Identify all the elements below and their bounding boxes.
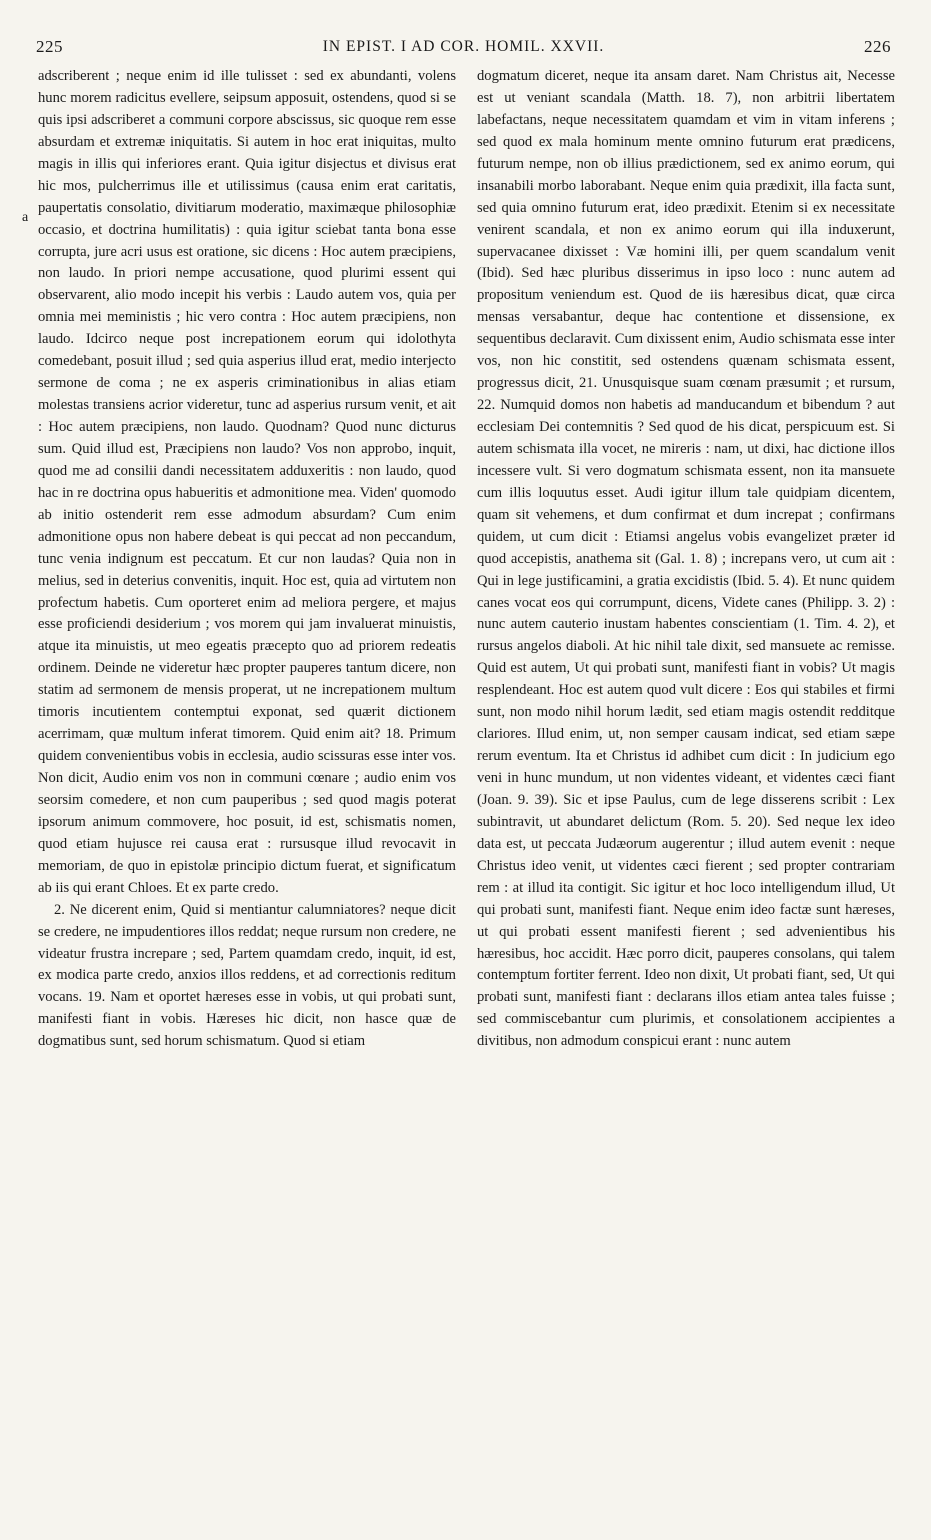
paragraph: dogmatum diceret, neque ita ansam daret. Nam Christus ait, Necesse est ut veniant scandala (Matth. 18. 7), non arbitrii libertatem labefactans, neque necessitatem quamdam et vim in vitam inferens ; sed quod ex mala hominum mente omnino futurum erat prædicens, futurum nempe, non ob illius prædictionem, sed ex animo eorum, qui insanabili morbo laborabant. Neque enim quia prædixit, illa facta sunt, sed quia omnino futurum erat, ideo prædixit. Etenim si ex necessitate venirent scandala, et non ex animo eorum qui illa induxerunt, supervacanee dixisset : Væ homini illi, per quem scandalum venit (Ibid). Sed hæc pluribus disserimus in ipso loco : nunc autem ad propositum veniendum est. Quod de iis hæresibus dicat, quæ circa mensas versabantur, deque hac contentione et dissensione, ex sequentibus declaravit. Cum dixissent enim, Audio schismata esse inter vos, non hic constitit, sed ostendens quænam schismata essent, progressus dicit, 21. Unusquisque suam cœnam præsumit ; et rursum, 22. Numquid domos non habetis ad manducandum et bibendum ? aut ecclesiam Dei contemnitis ? Sed quod de his dicat, perspicuum est. Si autem schismata illa vocet, ne mireris : nam, ut dixi, hac dictione illos incessere vult. Si vero dogmatum schismata essent, non ita mansuete cum illis loquutus esset. Audi igitur illum tale quidpiam dicentem, quam sit vehemens, et dum confirmat et dum increpat ; confirmans quidem, ut cum dicit : Etiamsi angelus vobis evangelizet præter id quod accepistis, anathema sit (Gal. 1. 8) ; increpans vero, ut cum ait : Qui in lege justificamini, a gratia excidistis (Ibid. 5. 4). Et nunc quidem canes vocat eos qui corrumpunt, dicens, Videte canes (Philipp. 3. 2) : nunc autem cauterio inustam habentes conscientiam (1. Tim. 4. 2), et rursus angelos diaboli. At hic nihil tale dixit, sed mansuete ac remisse. Quid est autem, Ut qui probati sunt, manifesti fiant in vobis? Ut magis resplendeant. Hoc est autem quod vult dicere : Eos qui stabiles et firmi sunt, non modo nihil horum lædit, sed etiam magis ostendit redditque clariores. Illud enim, ut, non semper causam indicat, sed etiam sæpe rerum eventum. Ita et Christus id adhibet cum dicit : In judicium ego veni in hunc mundum, ut non videntes videant, et videntes cæci fiant (Joan. 9. 39). Sic et ipse Paulus, cum de lege disserens scribit : Lex subintravit, ut abundaret delictum (Rom. 5. 20). Sed neque lex ideo data est, ut peccata Judæorum augerentur ; illud autem evenit : neque Christus ideo venit, ut videntes cæci fierent ; sed propter contrariam rem : at illud ita contigit. Sic igitur et hoc loco intelligendum illud, Ut qui probati sunt, manifesti fiant. Neque enim ideo factæ sunt hæreses, ut qui probati essent manifesti fierent ; sed advenientibus his hæresibus, hoc accidit. Hæc porro dicit, pauperes consolans, qui talem contemptum fortiter ferrent. Ideo non dixit, Ut probati fiant, sed, Ut qui probati sunt, manifesti fiant : declarans illos etiam antea tales fuisse ; sed commiscebantur cum plurimis, et consolationem accipientes a divitibus, non admodum conspicui erant : nunc autem xyxy=(477,68,895,1050)
left-column xyxy=(38,66,456,1053)
running-title: IN EPIST. I AD COR. HOMIL. XXVII. xyxy=(322,38,605,55)
right-column xyxy=(477,66,895,1053)
paragraph: 2. Ne dicerent enim, Quid si mentiantur calumniatores? neque dicit se credere, ne impudentiores illos reddat; neque rursum non credere, ne videatur frustra increpare ; sed, Partem quamdam credo, inquit, id est, ex modica parte credo, anxios illos reddens, et ad correctionis reditum vocans. 19. Nam et oportet hæreses esse in vobis, ut qui probati sunt, manifesti fiant in vobis. Hæreses hic dicit, non hasce quæ de dogmatibus sunt, sed horum schismatum. Quod si etiam xyxy=(38,901,456,1050)
page-number-right: 226 xyxy=(864,37,891,56)
margin-marker: a xyxy=(22,210,29,225)
running-header xyxy=(36,34,891,60)
page-number-left: 225 xyxy=(36,37,63,56)
paragraph: adscriberent ; neque enim id ille tulisset : sed ex abundanti, volens hunc morem radicitus evellere, seipsum apposuit, ostendens, quod si se quis ipsi adscriberet a communi corpore abscissus, sic quoque rem esse absurdam et extremæ iniquitatis. Si autem in hoc erat iniquitas, multo magis in illis qui inferiores erant. Quia igitur disjectus et divisus erat hic mos, pulcherrimus ille et utilissimus (causa enim erat caritatis, paupertatis consolatio, divitiarum moderatio, maximæque philosophiæ occasio, et doctrina humilitatis) : quia igitur sciebat tanta bona esse corrupta, jure acri usus est oratione, sic dicens : Hoc autem præcipiens, non laudo. In priori nempe accusatione, quod plurimi essent qui observarent, alio modo incepit his verbis : Laudo autem vos, quia per omnia mei meministis ; hic vero contra : Hoc autem præcipiens, non laudo. Idcirco neque post increpationem eorum qui idolothyta comedebant, posuit illud ; sed quia asperius illud erat, medio interjecto sermone de coma ; ne ex asperis criminationibus in alias etiam molestas transiens acrior videretur, tunc ad asperius rursum venit, et ait : Hoc autem præcipiens, non laudo. Quodnam? Quod nunc dicturus sum. Quid illud est, Præcipiens non laudo? Vos non approbo, inquit, quod me ad consilii dandi necessitatem adduxeritis : non laudo, quod hac in re doctrina opus habueritis et admonitione mea. Viden' quomodo ab initio ostenderit rem esse admodum absurdam? Cum enim admonitione opus non habere debeat is qui peccat ad non peccandum, tunc venia indignum est peccatum. Et cur non laudas? Quia non in melius, sed in deterius convenitis, inquit. Hoc est, quia ad virtutem non profectum habetis. Cum oporteret enim ad meliora pergere, et majus esse proficiendi desiderium ; vos morem qui jam invaluerat minuistis, atque ita minuistis, ut meo egeatis præcepto quo ad priorem redeatis ordinem. Deinde ne videretur hæc propter pauperes tantum dicere, non statim ad sermonem de mensis properat, ut ne increpationem multum timoris incutientem contemptui exponat, sed quærit dictionem acerrimam, quæ multum inferat timorem. Quid enim ait? 18. Primum quidem convenientibus vobis in ecclesia, audio scissuras esse inter vos. Non dicit, Audio enim vos non in communi cœnare ; audio enim vos seorsim comedere, et non cum pauperibus ; sed quod magis poterat ipsorum animum commovere, hoc posuit, id est, schismatis nomen, quod etiam hujusce rei causa erat : rursusque illud revocavit in memoriam, de quo in epistolæ principio dictum fuerat, et significatum ab iis qui erant Chloes. Et ex parte credo. xyxy=(38,68,456,896)
